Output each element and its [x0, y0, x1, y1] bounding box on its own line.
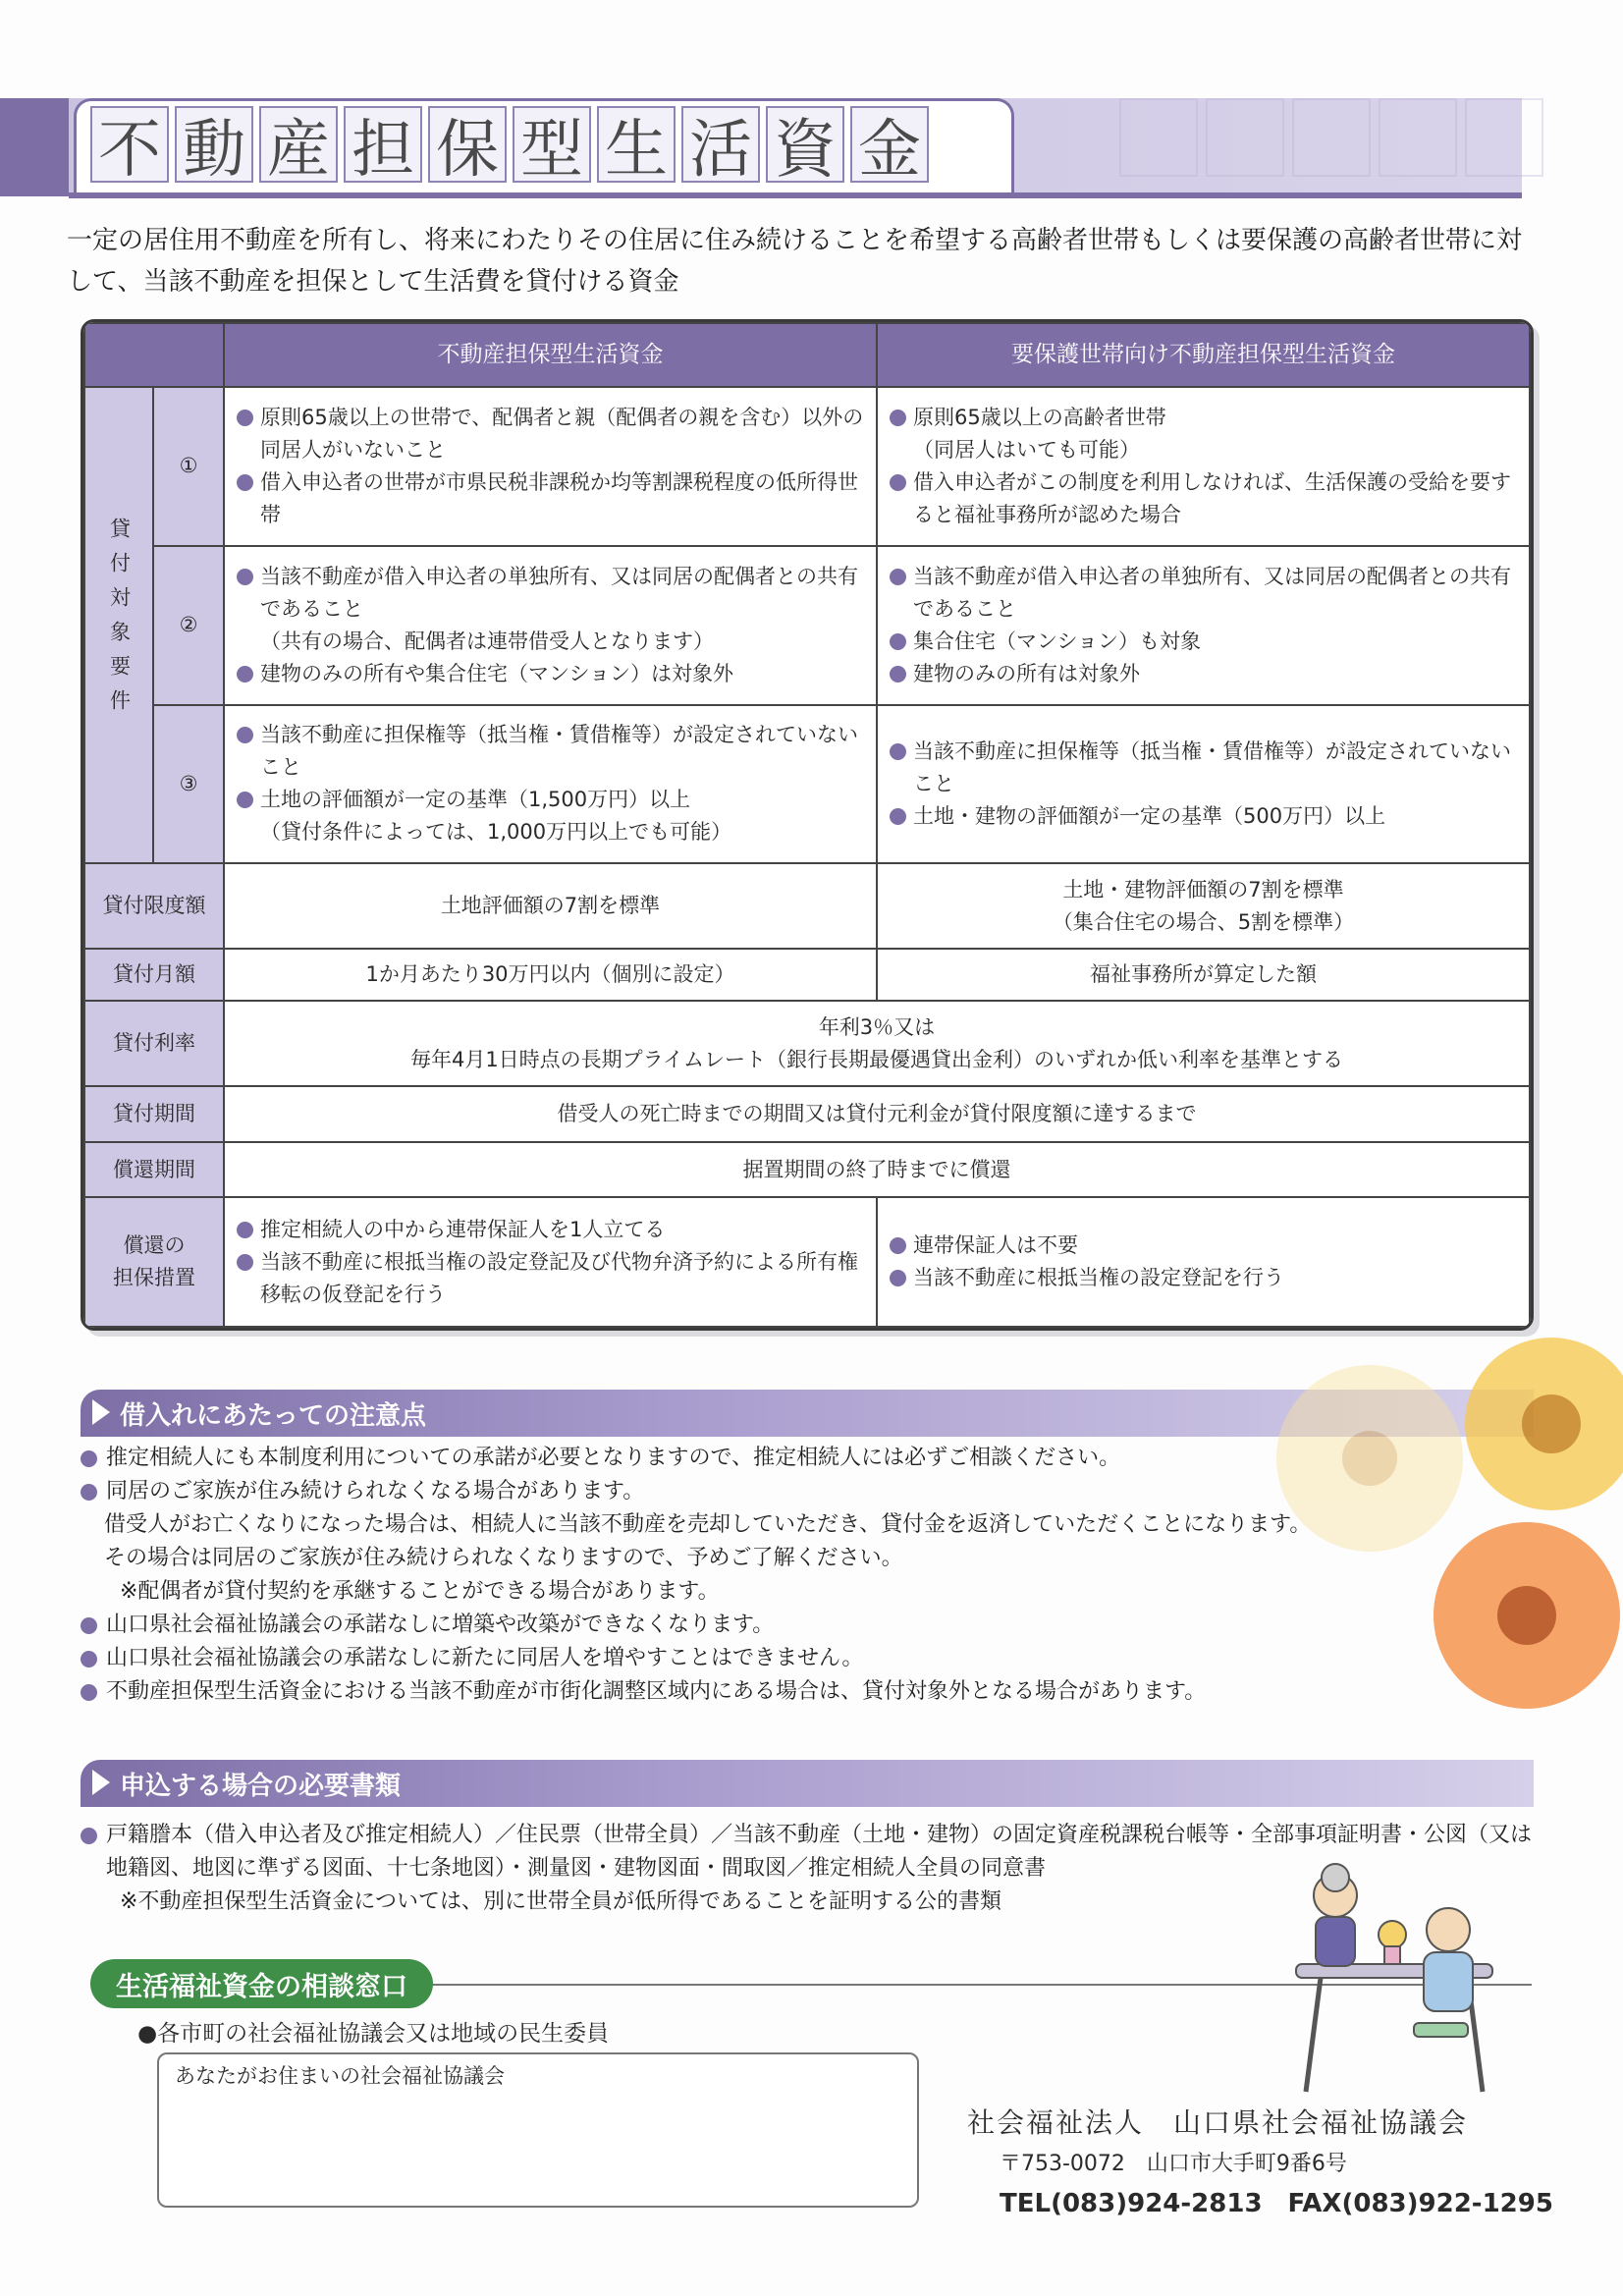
org-address: 〒753-0072 山口市大手町9番6号	[1000, 2152, 1347, 2176]
bullet-subtext: （共有の場合、配偶者は連帯借受人となります）	[260, 629, 714, 653]
bullet-item: 当該不動産が借入申込者の単独所有、又は同居の配偶者との共有であること	[237, 561, 864, 626]
bullet-item: 連帯保証人は不要	[890, 1230, 1517, 1262]
period-cell: 借受人の死亡時までの期間又は貸付元利金が貸付限度額に達するまで	[224, 1086, 1530, 1142]
loan-conditions-table	[81, 319, 1534, 1331]
note-item: 同居のご家族が住み続けられなくなる場合があります。	[81, 1475, 1553, 1508]
triangle-icon	[92, 1399, 110, 1425]
bullet-item: 借入申込者の世帯が市県民税非課税か均等割課税程度の低所得世帯	[237, 466, 864, 531]
column-header: 不動産担保型生活資金	[224, 323, 877, 387]
org-contact: TEL(083)924-2813 FAX(083)922-1295	[1000, 2189, 1553, 2218]
bullet-item: 当該不動産に根抵当権の設定登記及び代物弁済予約による所有権移転の仮登記を行う	[237, 1246, 864, 1311]
security-cell	[224, 1197, 877, 1327]
doc-note: ※不動産担保型生活資金については、別に世帯全員が低所得であることを証明する公的書類	[120, 1889, 1001, 1914]
title-char: 活	[681, 106, 760, 183]
ghost-box	[1119, 98, 1198, 177]
repay-cell: 据置期間の終了時までに償還	[224, 1142, 1530, 1198]
row-label: 貸付限度額	[84, 863, 224, 949]
bullet-item: 集合住宅（マンション）も対象	[890, 626, 1517, 658]
faded-title-decoration	[1119, 98, 1543, 177]
consult-item: ●各市町の社会福祉協議会又は地域の民生委員	[137, 2021, 610, 2047]
requirement-number: ①	[153, 387, 224, 546]
bullet-item: 土地・建物の評価額が一定の基準（500万円）以上	[890, 800, 1517, 833]
limit-line: 土地・建物評価額の7割を標準	[1062, 877, 1344, 902]
bullet-item: 原則65歳以上の世帯で、配偶者と親（配偶者の親を含む）以外の同居人がいないこと	[237, 402, 864, 466]
note-subtext: ※配偶者が貸付契約を承継することができる場合があります。	[120, 1579, 720, 1604]
bullet-item: 当該不動産に根抵当権の設定登記を行う	[890, 1262, 1517, 1294]
ghost-box	[1379, 98, 1457, 177]
note-subtext: 借受人がお亡くなりになった場合は、相続人に当該不動産を売却していただき、貸付金を返済していただくことになります。	[104, 1512, 1312, 1537]
title-char: 担	[344, 106, 422, 183]
bullet-item: 当該不動産が借入申込者の単独所有、又は同居の配偶者との共有であること	[890, 561, 1517, 626]
requirements-label	[84, 387, 153, 864]
row-label: 貸付期間	[84, 1086, 224, 1142]
rate-line: 年利3％又は	[818, 1014, 936, 1039]
note-subtext: その場合は同居のご家族が住み続けられなくなりますので、予めご了解ください。	[104, 1546, 903, 1570]
bullet-item: 推定相続人の中から連帯保証人を1人立てる	[237, 1214, 864, 1246]
note-item: 山口県社会福祉協議会の承諾なしに増築や改築ができなくなります。	[81, 1609, 1553, 1642]
title-char: 保	[428, 106, 507, 183]
bullet-item: 借入申込者がこの制度を利用しなければ、生活保護の受給を要すると福祉事務所が認めた場合	[890, 466, 1517, 531]
table-corner	[84, 323, 224, 387]
org-name: 社会福祉法人 山口県社会福祉協議会	[967, 2106, 1469, 2139]
bullet-subtext: （同居人はいても可能）	[913, 437, 1140, 462]
requirements-label-text: 貸付対象要件	[107, 517, 132, 724]
row-label: 貸付月額	[84, 949, 224, 1001]
consult-title: 生活福祉資金の相談窓口	[90, 1959, 433, 2008]
bullet-item: 当該不動産に担保権等（抵当権・賃借権等）が設定されていないこと	[237, 719, 864, 784]
ghost-box	[1206, 98, 1284, 177]
consult-box-label: あなたがお住まいの社会福祉協議会	[175, 2064, 505, 2088]
title-char: 産	[259, 106, 338, 183]
section-title: 申込する場合の必要書類	[120, 1771, 402, 1801]
limit-line: （集合住宅の場合、5割を標準）	[1052, 909, 1355, 934]
title-char: 型	[513, 106, 591, 183]
page-title	[90, 106, 929, 187]
title-char: 金	[850, 106, 929, 183]
ghost-box	[1292, 98, 1371, 177]
title-underline	[69, 192, 1522, 198]
note-item: 不動産担保型生活資金における当該不動産が市街化調整区域内にある場合は、貸付対象外となる場合があります。	[81, 1675, 1553, 1709]
title-char: 生	[597, 106, 676, 183]
requirement-number: ②	[153, 546, 224, 705]
rate-cell	[224, 1001, 1530, 1086]
note-item: 山口県社会福祉協議会の承諾なしに新たに同居人を増やすことはできません。	[81, 1642, 1553, 1675]
intro-text: 一定の居住用不動産を所有し、将来にわたりその住居に住み続けることを希望する高齢者世帯もしくは要保護の高齢者世帯に対して、当該不動産を担保として生活費を貸付ける資金	[67, 226, 1523, 297]
requirement-cell	[224, 546, 877, 705]
requirement-cell	[877, 546, 1530, 705]
elderly-couple-illustration	[1276, 1856, 1512, 2111]
title-char: 動	[175, 106, 253, 183]
title-char: 不	[90, 106, 169, 183]
requirement-cell	[877, 705, 1530, 864]
row-label	[84, 1197, 224, 1327]
column-header: 要保護世帯向け不動産担保型生活資金	[877, 323, 1530, 387]
requirement-cell	[224, 387, 877, 546]
bullet-item: 建物のみの所有や集合住宅（マンション）は対象外	[237, 658, 864, 690]
bullet-subtext: （貸付条件によっては、1,000万円以上でも可能）	[260, 820, 732, 845]
requirement-cell	[877, 387, 1530, 546]
triangle-icon	[92, 1770, 110, 1795]
row-label-line: 償還の	[123, 1233, 186, 1258]
section-title: 借入れにあたっての注意点	[120, 1400, 427, 1431]
bullet-item: 土地の評価額が一定の基準（1,500万円）以上	[237, 784, 864, 816]
requirement-number: ③	[153, 705, 224, 864]
row-label: 償還期間	[84, 1142, 224, 1198]
ghost-box	[1465, 98, 1543, 177]
bullet-item: 当該不動産に担保権等（抵当権・賃借権等）が設定されていないこと	[890, 736, 1517, 800]
bullet-item: 建物のみの所有は対象外	[890, 658, 1517, 690]
requirement-cell	[224, 705, 877, 864]
rate-line: 毎年4月1日時点の長期プライムレート（銀行長期最優遇貸出金利）のいずれか低い利率を基準とする	[409, 1047, 1344, 1071]
limit-cell	[877, 863, 1530, 949]
monthly-cell: 1か月あたり30万円以内（個別に設定）	[224, 949, 877, 1001]
title-char: 資	[766, 106, 844, 183]
flower-decoration	[1257, 1306, 1623, 1728]
limit-cell: 土地評価額の7割を標準	[224, 863, 877, 949]
bullet-item: 原則65歳以上の高齢者世帯	[890, 402, 1517, 434]
row-label-line: 担保措置	[113, 1266, 195, 1290]
doc-item: 戸籍謄本（借入申込者及び推定相続人）／住民票（世帯全員）／当該不動産（土地・建物）の固定資産税課税台帳等・全部事項証明書・公図（又は地籍図、地図に準ずる図面、十七条地図）・測量図・建物図面・間取図／推定相続人全員の同意書	[81, 1819, 1534, 1886]
note-item: 推定相続人にも本制度利用についての承諾が必要となりますので、推定相続人には必ずご相談ください。	[81, 1442, 1553, 1475]
docs-section-header	[81, 1760, 1534, 1807]
monthly-cell: 福祉事務所が算定した額	[877, 949, 1530, 1001]
row-label: 貸付利率	[84, 1001, 224, 1086]
